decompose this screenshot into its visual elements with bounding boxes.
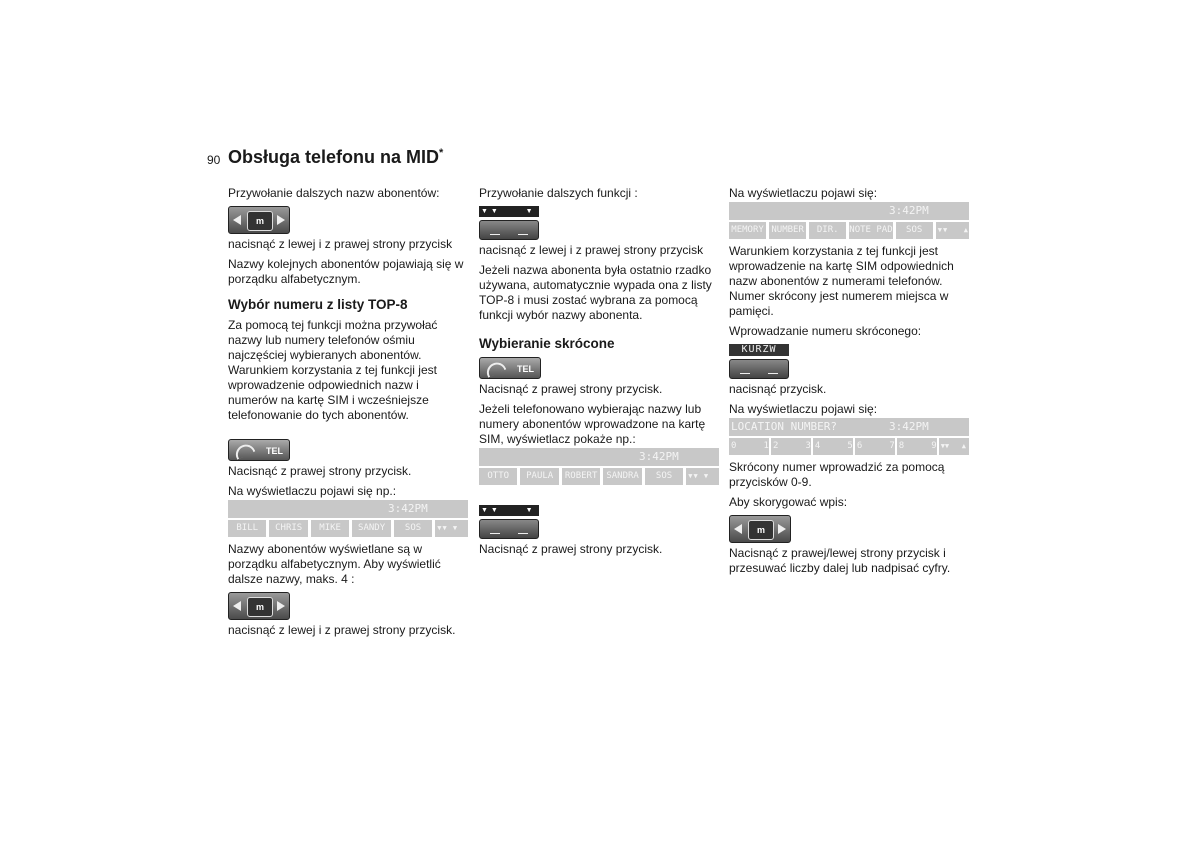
col1-text-3: Nazwy kolejnych abonentów pojawiają się w porządku alfabetycznym. <box>228 257 464 286</box>
m-rocker-button-icon <box>228 592 290 620</box>
page-title <box>228 147 443 168</box>
column-3 <box>729 186 971 581</box>
kurzw-label: KURZW <box>729 344 789 356</box>
page-number: 90 <box>207 153 221 167</box>
col2-text-6: Nacisnąć z prawej strony przycisk. <box>479 542 663 556</box>
scroll-arrows-icon: ▼▼ ▲ <box>939 438 969 455</box>
digit: 9 <box>931 441 937 451</box>
scroll-arrows-icon: ▼▼ ▼ <box>435 520 468 537</box>
col3-text-2: Warunkiem korzystania z tej funkcji jest wprowadzenie na kartę SIM odpowiednich nazw abonentów z numerami telefonów. Numer skrócony jest numerem miejsca w pamięci. <box>729 244 954 318</box>
column-2 <box>479 186 721 562</box>
display-name: CHRIS <box>269 520 307 537</box>
display-name: OTTO <box>479 468 517 485</box>
display-name: SANDY <box>352 520 390 537</box>
blank-button-icon <box>729 359 789 379</box>
scroll-arrows-icon: ▼▼ ▼ <box>686 468 719 485</box>
display-menu-item: MEMORY <box>729 222 766 239</box>
display-time: 3:42PM <box>388 502 428 515</box>
digit: 8 <box>898 441 905 451</box>
digit: 6 <box>856 441 863 451</box>
display-name: BILL <box>228 520 266 537</box>
col3-text-6: Skrócony numer wprowadzić za pomocą przycisków 0-9. <box>729 460 945 489</box>
display-names-1 <box>228 500 468 537</box>
m-button-label: m <box>748 520 774 540</box>
col1-text-6: Na wyświetlaczu pojawi się np.: <box>228 484 397 498</box>
arrow-strip-icon: ▼▼ ▼ <box>479 206 539 217</box>
display-menu-item: SOS <box>896 222 933 239</box>
digit-cell <box>813 438 853 455</box>
col1-text-1: Przywołanie dalszych nazw abonentów: <box>228 186 440 200</box>
title-asterisk: * <box>439 147 444 159</box>
col2-text-3: Jeżeli nazwa abonenta była ostatnio rzadko używana, automatycznie wypada ona z listy TOP-8 i musi zostać wybrana za pomocą funkcji wybór nazwy abonenta. <box>479 263 712 322</box>
tel-label: TEL <box>266 446 283 456</box>
col1-heading: Wybór numeru z listy TOP-8 <box>228 297 408 312</box>
blank-button-icon <box>479 220 539 240</box>
col1-text-4: Za pomocą tej funkcji można przywołać nazwy lub numery telefonów ośmiu najczęściej wybieranych abonentów. Warunkiem korzystania z tej funkcji jest wprowadzenie odpowiednich nazw i numerów na kartę SIM i wcześniejsze telefonowanie do tych abonentów. <box>228 318 438 422</box>
page-title-text: Obsługa telefonu na MID <box>228 147 440 167</box>
location-label: LOCATION NUMBER? <box>731 420 837 433</box>
display-name: ROBERT <box>562 468 600 485</box>
tel-label: TEL <box>517 364 534 374</box>
display-names-2 <box>479 448 719 485</box>
col1-text-8: nacisnąć z lewej i z prawej strony przycisk. <box>228 623 456 637</box>
column-1 <box>228 186 470 643</box>
col2-text-4: Nacisnąć z prawej strony przycisk. <box>479 382 663 396</box>
display-name: SOS <box>645 468 683 485</box>
col3-text-5: Na wyświetlaczu pojawi się: <box>729 402 878 416</box>
digit: 1 <box>763 441 769 451</box>
m-rocker-button-icon <box>228 206 290 234</box>
col1-text-7: Nazwy abonentów wyświetlane są w porządku alfabetycznym. Aby wyświetlić dalsze nazwy, maks. 4 : <box>228 542 441 586</box>
display-time: 3:42PM <box>889 204 929 217</box>
digit: 7 <box>889 441 895 451</box>
display-name: SANDRA <box>603 468 641 485</box>
tel-button-icon <box>228 439 290 461</box>
digit: 2 <box>772 441 779 451</box>
digit: 5 <box>847 441 853 451</box>
col3-text-1: Na wyświetlaczu pojawi się: <box>729 186 878 200</box>
m-rocker-button-icon <box>729 515 791 543</box>
col3-text-8: Nacisnąć z prawej/lewej strony przycisk i przesuwać liczby dalej lub nadpisać cyfry. <box>729 546 951 575</box>
digit-cell <box>729 438 769 455</box>
col2-heading: Wybieranie skrócone <box>479 336 615 351</box>
display-location <box>729 418 969 455</box>
m-button-label: m <box>247 597 273 617</box>
col2-text-1: Przywołanie dalszych funkcji : <box>479 186 638 200</box>
col3-text-3: Wprowadzanie numeru skróconego: <box>729 324 922 338</box>
scroll-arrows-icon: ▼▼ ▲ <box>936 222 969 239</box>
digit-cell <box>771 438 811 455</box>
col3-text-7: Aby skorygować wpis: <box>729 495 848 509</box>
digit: 4 <box>814 441 821 451</box>
col1-text-5: Nacisnąć z prawej strony przycisk. <box>228 464 412 478</box>
m-button-label: m <box>247 211 273 231</box>
digit-cell <box>897 438 937 455</box>
tel-button-icon <box>479 357 541 379</box>
display-name: SOS <box>394 520 432 537</box>
col2-text-5: Jeżeli telefonowano wybierając nazwy lub numery abonentów wprowadzone na kartę SIM, wyświetlacz pokaże np.: <box>479 402 706 446</box>
display-time: 3:42PM <box>889 420 929 433</box>
digit-cell <box>855 438 895 455</box>
digit: 0 <box>731 441 737 451</box>
display-menu <box>729 202 969 239</box>
display-time: 3:42PM <box>639 450 679 463</box>
display-name: MIKE <box>311 520 349 537</box>
display-name: PAULA <box>520 468 558 485</box>
display-menu-item: DIR. <box>809 222 846 239</box>
col1-text-2: nacisnąć z lewej i z prawej strony przycisk <box>228 237 453 251</box>
col3-text-4: nacisnąć przycisk. <box>729 382 827 396</box>
blank-button-icon <box>479 519 539 539</box>
display-menu-item: NUMBER <box>769 222 806 239</box>
display-menu-item: NOTE PAD <box>849 222 892 239</box>
col2-text-2: nacisnąć z lewej i z prawej strony przycisk <box>479 243 704 257</box>
digit: 3 <box>805 441 811 451</box>
arrow-strip-icon: ▼▼ ▼ <box>479 505 539 516</box>
